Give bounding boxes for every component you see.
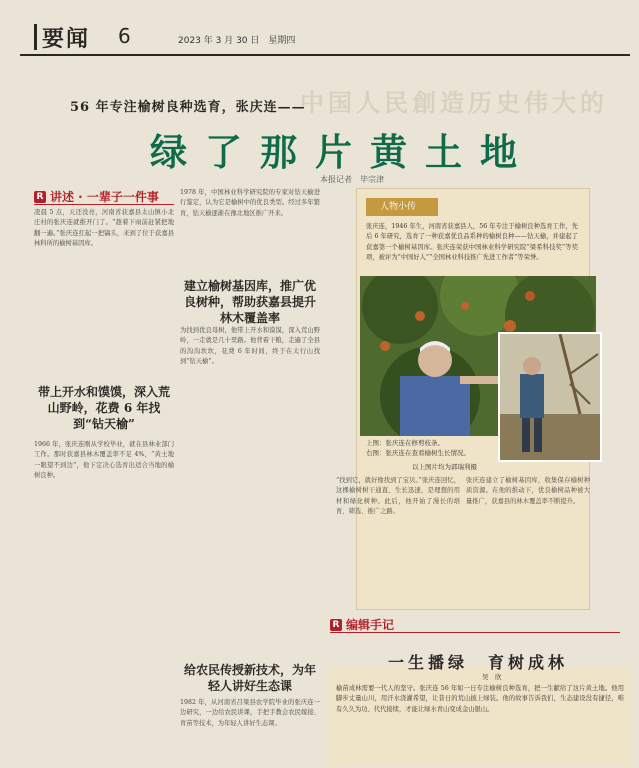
header-rule	[20, 54, 630, 56]
subhead: 给农民传授新技术，为年轻人讲好生态课	[183, 663, 316, 693]
subhead: 建立榆树基因库，推广优良树种，帮助获嘉县提升林木覆盖率	[183, 279, 316, 325]
body-paragraph: “找到它，就好像找到了宝贝。”张庆连回忆，这棵榆树树干通直、生长迅速，是理想的用材和绿化树种。此后，他开始了漫长的培育、筛选、推广之路。	[336, 477, 460, 516]
byline: 本报记者 毕宗津	[320, 175, 384, 184]
subhead: 带上开水和馍馍，深入荒山野岭，花费 6 年找到“钻天榆”	[37, 385, 170, 431]
bleed-through-text: 中国人民創造历史伟大的	[300, 89, 608, 117]
caption-credit: 以上图片均为郭瑞利摄	[412, 463, 477, 471]
editorial-author: 吴 欣	[482, 673, 502, 681]
body-paragraph: 为找到优良母树，他带上开水和馍馍，深入荒山野岭，一走就是几十里路。他背着干粮，走遍了全县的沟沟坎坎，花费 6 年时间，终于在太行山找到“钻天榆”。	[180, 327, 320, 366]
body-paragraph: 张庆连建立了榆树基因库，收集保存榆树种质资源。在他的推动下，优良榆树品种被大量推广，获嘉县的林木覆盖率不断提升。	[466, 477, 590, 505]
section-bar	[34, 24, 37, 50]
sidebar-bio: 张庆连，1946 年生，河南省获嘉县人，56 年专注于榆树良种选育工作，先后 6 年研究，选育了一种获嘉优良品系种的榆树良种——钻天榆，并建起了获嘉第一个榆树基因库。张庆连荣获中国林业科学研究院“梁希科技奖”等奖项，被评为“中国好人”“全国林业科技推广先进工作者”等荣誉。	[366, 223, 578, 262]
page-title: 绿了那片黄土地	[150, 131, 535, 174]
page-number: 6	[118, 24, 131, 48]
section-rule	[330, 632, 620, 633]
section-label-story: 讲述 · 一辈子一件事	[50, 190, 159, 204]
body-paragraph: 1966 年，张庆连刚从学校毕业，就在县林业部门工作。那时获嘉县林木覆盖率不足 4%，“黄土地一眼望不到边”，他下定决心选育出适合当地的榆树良种。	[34, 441, 174, 480]
issue-date: 2023 年 3 月 30 日 星期四	[178, 36, 296, 46]
section-head-editorial	[330, 616, 394, 633]
body-paragraph: 1978 年，中国林业科学研究院的专家对钻天榆进行鉴定，认为它是榆树中的优良类型。经过多年繁育，钻天榆逐渐在豫北地区推广开来。	[180, 189, 320, 217]
section-title: 要闻	[42, 27, 91, 52]
photo-checking-trees	[498, 332, 602, 462]
caption-top: 上图：张庆连在修剪枝条。	[366, 439, 444, 447]
section-head-story	[34, 188, 159, 205]
section-label-editorial: 编辑手记	[346, 618, 395, 632]
caption-right: 右图：张庆连在查看榆树生长情况。	[366, 449, 470, 457]
editorial-body: 榆苗成林需要一代人的坚守。张庆连 56 年如一日专注榆树良种选育，把一生献给了这片黄土地。他用脚步丈量山川，用汗水浇灌希望，让昔日的荒山披上绿装。他的故事告诉我们，生态建设没有捷径，唯有久久为功、代代接续，才能让绿水青山变成金山银山。	[336, 685, 624, 713]
section-r-icon: R	[34, 191, 46, 203]
photo-checking-trees-image	[500, 334, 600, 460]
section-r-icon: R	[330, 619, 342, 631]
section-rule	[34, 204, 174, 205]
sidebar-label: 人物小传	[366, 198, 438, 216]
editorial-title: 一生播绿 育树成林	[388, 653, 569, 672]
kicker: 56 年专注榆树良种选育，张庆连——	[70, 100, 306, 115]
body-paragraph: 凌晨 5 点，天还没亮，河南省获嘉县太山镇小北庄村的张庆连就推开门了。“趁着下雨前赶紧把地翻一遍。”张庆连扛起一把镐头，来到了位于获嘉县林科所的榆树基因库。	[34, 209, 174, 248]
body-paragraph: 1982 年，从河南省吕梁县农学院毕业的张庆连一边研究，一边给农民讲课，手把手教会农民嫁接、育苗等技术，为年轻人讲好生态课。	[180, 699, 320, 727]
